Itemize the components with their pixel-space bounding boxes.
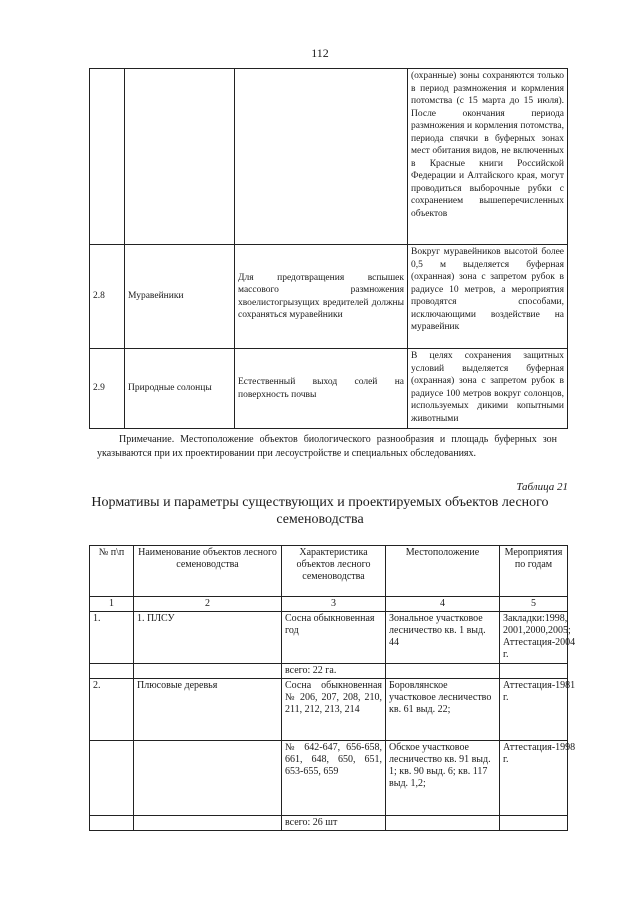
row-purpose: Естественный выход солей на поверхность почвы: [235, 349, 408, 429]
row-purpose: Для предотвращения вспышек массового размножения хвоелистогрызущих вредителей должны сохраняться муравейники: [235, 245, 408, 349]
row-total: всего: 22 га.: [282, 664, 386, 679]
col-number: 5: [500, 597, 568, 612]
table-row: [90, 612, 568, 664]
row-events: Закладки:1998, 2001,2000,2005; Аттестация-2004 г.: [500, 612, 568, 664]
header-characteristic: Характеристика объектов лесного семеноводства: [282, 546, 386, 597]
row-num: [90, 69, 125, 245]
row-measures: (охранные) зоны сохраняются только в период размножения и кормления потомства (с 15 марта до 15 июля). После окончания периода размножения и кормления потомства, периода спячки в буферных зонах мест обитания видов, не включенных в Красные книги Российской Федерации и Алтайского края, могут проводиться выборочные рубки с сохранением вышеперечисленных объектов: [408, 69, 568, 245]
total-row: [90, 664, 568, 679]
row-total: всего: 26 шт: [282, 816, 386, 831]
row-name: 1. ПЛСУ: [134, 612, 282, 664]
table-header-row: [90, 546, 568, 597]
row-name: Природные солонцы: [125, 349, 235, 429]
table-label: Таблица 21: [516, 481, 568, 493]
col-number: 2: [134, 597, 282, 612]
header-num: № п\п: [90, 546, 134, 597]
col-number: 3: [282, 597, 386, 612]
table-row: [90, 679, 568, 741]
biodiversity-table: [89, 68, 568, 429]
row-events: Аттестация-1998 г.: [500, 741, 568, 816]
row-location: Боровлянское участковое лесничество кв. 61 выд. 22;: [386, 679, 500, 741]
col-number: 4: [386, 597, 500, 612]
row-location: Обское участковое лесничество кв. 91 выд. 1; кв. 90 выд. 6; кв. 117 выд. 1,2;: [386, 741, 500, 816]
row-measures: Вокруг муравейников высотой более 0,5 м выделяется буферная (охранная) зона с запретом рубок в радиусе 10 метров, а мероприятия проводятся способами, исключающими воздействие на муравейник: [408, 245, 568, 349]
table-title: Нормативы и параметры существующих и проектируемых объектов лесного семеноводства: [91, 495, 549, 527]
page-number: 112: [311, 46, 329, 60]
col-number: 1: [90, 597, 134, 612]
seed-objects-table: [89, 545, 576, 831]
row-characteristic: Сосна обыкновенная год: [282, 612, 386, 664]
row-purpose: [235, 69, 408, 245]
column-numbers-row: [90, 597, 568, 612]
note-text: Примечание. Местоположение объектов биологического разнообразия и площадь буферных зон указываются при их проектировании при лесоустройстве и специальных обследованиях.: [97, 434, 557, 459]
row-num: 2.8: [90, 245, 125, 349]
row-num: 1.: [90, 612, 134, 664]
row-name: Плюсовые деревья: [134, 679, 282, 741]
row-name: [125, 69, 235, 245]
row-location: Зональное участковое лесничество кв. 1 выд. 44: [386, 612, 500, 664]
table-row: [90, 69, 568, 245]
total-row: [90, 816, 568, 831]
row-name: Муравейники: [125, 245, 235, 349]
row-characteristic: Сосна обыкновенная № 206, 207, 208, 210, 211, 212, 213, 214: [282, 679, 386, 741]
row-events: Аттестация-1981 г.: [500, 679, 568, 741]
header-events: Мероприятия по годам: [500, 546, 568, 597]
row-num: 2.: [90, 679, 134, 741]
table-row: [90, 741, 568, 816]
header-name: Наименование объектов лесного семеноводства: [134, 546, 282, 597]
row-num: 2.9: [90, 349, 125, 429]
header-location: Местоположение: [386, 546, 500, 597]
table-row: [90, 245, 568, 349]
row-measures: В целях сохранения защитных условий выделяется буферная (охранная) зона с запретом рубок в радиусе 100 метров вокруг солонцов, используемых дикими копытными животными: [408, 349, 568, 429]
table-row: [90, 349, 568, 429]
row-characteristic: № 642-647, 656-658, 661, 648, 650, 651, 653-655, 659: [282, 741, 386, 816]
